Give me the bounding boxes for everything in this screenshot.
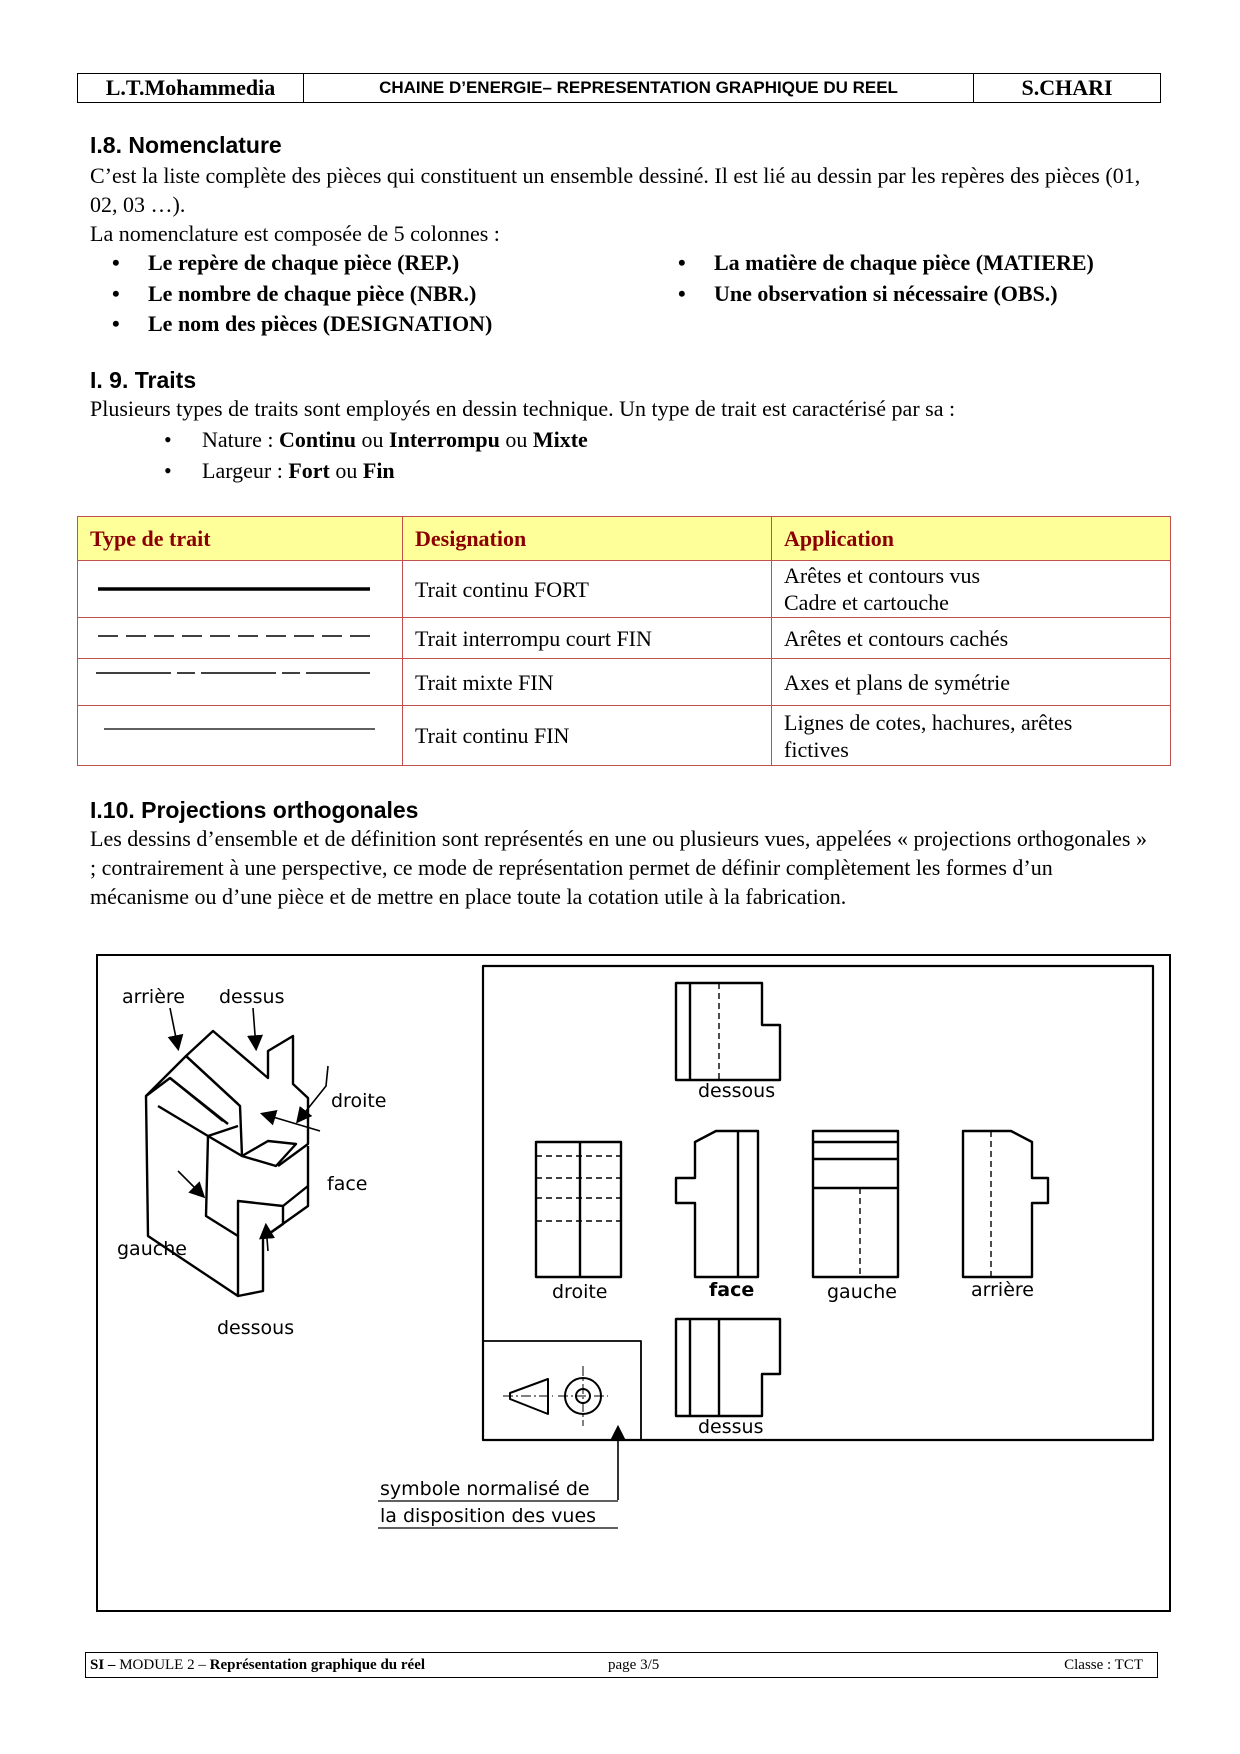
- app-line: fictives: [784, 736, 849, 762]
- table-cell: [772, 706, 1171, 766]
- list-item-largeur: [160, 456, 588, 487]
- view-label-droite: droite: [552, 1281, 608, 1303]
- view-face: [676, 1131, 758, 1277]
- table-cell: [772, 561, 1171, 618]
- app-line: Arêtes et contours vus: [784, 563, 981, 588]
- app-line: Cadre et cartouche: [784, 590, 949, 615]
- largeur-fort: Fort: [288, 457, 330, 483]
- label-face: face: [327, 1173, 368, 1195]
- nomenclature-columns-intro: La nomenclature est composée de 5 colonnes :: [90, 221, 500, 246]
- or-text: ou: [356, 427, 390, 452]
- traits-list: [160, 425, 588, 486]
- symbol-caption-line2: la disposition des vues: [380, 1505, 597, 1527]
- footer-module: [90, 1657, 425, 1674]
- dashed-line-sample: [90, 626, 390, 646]
- table-cell: Trait mixte FIN: [403, 659, 772, 706]
- header-school: L.T.Mohammedia: [78, 74, 304, 102]
- nature-interrompu: Interrompu: [389, 427, 500, 452]
- line-sample-mixte: [78, 659, 403, 706]
- table-row: [78, 706, 1171, 766]
- section-heading-projections: I.10. Projections orthogonales: [90, 797, 419, 823]
- view-label-gauche: gauche: [827, 1281, 897, 1303]
- largeur-label: Largeur :: [202, 457, 289, 483]
- nomenclature-list-left: [90, 248, 492, 340]
- list-item-nature: [160, 425, 588, 456]
- app-line: Lignes de cotes, hachures, arêtes: [784, 709, 1073, 735]
- view-label-arriere: arrière: [971, 1279, 1034, 1301]
- view-dessous: [676, 983, 780, 1080]
- label-gauche: gauche: [117, 1238, 187, 1260]
- table-row: [78, 618, 1171, 659]
- view-label-dessous: dessous: [698, 1080, 776, 1102]
- dashdot-line-sample: [90, 667, 390, 691]
- footer-module-text: MODULE 2 –: [119, 1657, 210, 1673]
- section-heading-traits: I. 9. Traits: [90, 367, 197, 393]
- nomenclature-paragraph: C’est la liste complète des pièces qui constituent un ensemble dessiné. Il est lié au dessin par les repères des pièces (01, 02, 03 …).: [90, 163, 1141, 217]
- nature-mixte: Mixte: [532, 427, 588, 452]
- col-header-type: Type de trait: [78, 517, 403, 561]
- list-item: • Le nom des pièces (DESIGNATION): [90, 309, 492, 340]
- symbol-caption-line1: symbole normalisé de: [380, 1478, 590, 1500]
- projections-figure: [96, 954, 1171, 1612]
- nature-continu: Continu: [278, 427, 357, 452]
- label-droite: droite: [331, 1090, 387, 1112]
- projections-paragraph: Les dessins d’ensemble et de définition sont représentés en une ou plusieurs vues, appelées « projections orthogonales » ; contrairement à une perspective, ce mode de représentation permet de définir complètement les formes d’un mécanisme ou d’une pièce et de mettre en place toute la cotation utile à la fabrication.: [90, 826, 1147, 909]
- label-dessous: dessous: [217, 1317, 295, 1339]
- table-cell: Trait continu FORT: [403, 561, 772, 618]
- list-item: • Le nombre de chaque pièce (NBR.): [90, 279, 492, 310]
- view-label-dessus: dessus: [698, 1416, 764, 1438]
- footer-course: Représentation graphique du réel: [209, 1657, 426, 1673]
- table-row: [78, 561, 1171, 618]
- view-arriere: [963, 1131, 1048, 1277]
- list-item: • Une observation si nécessaire (OBS.): [656, 279, 1094, 310]
- view-label-face: face: [709, 1279, 755, 1301]
- label-dessus: dessus: [219, 986, 285, 1008]
- section-heading-nomenclature: I.8. Nomenclature: [90, 132, 282, 158]
- view-dessus: [676, 1319, 780, 1416]
- table-cell: Trait interrompu court FIN: [403, 618, 772, 659]
- table-row: [78, 659, 1171, 706]
- footer-classe: Classe : TCT: [1064, 1657, 1143, 1673]
- or-text: ou: [499, 427, 533, 452]
- table-header-row: [78, 517, 1171, 561]
- line-sample-interrompu: [78, 618, 403, 659]
- largeur-fin: Fin: [362, 457, 395, 483]
- or-text: ou: [329, 457, 363, 483]
- nature-label: Nature :: [202, 427, 279, 452]
- col-header-designation: Designation: [403, 517, 772, 561]
- line-sample-continu-fin: [78, 706, 403, 766]
- thick-line-sample: [90, 577, 390, 597]
- projection-symbol: [483, 1341, 641, 1440]
- page-header: [77, 73, 1161, 103]
- table-cell: Trait continu FIN: [403, 706, 772, 766]
- header-author: S.CHARI: [1021, 75, 1113, 100]
- line-sample-continu-fort: [78, 561, 403, 618]
- view-gauche: [813, 1131, 898, 1277]
- nomenclature-list-right: [656, 248, 1094, 309]
- header-title: CHAINE D’ENERGIE– REPRESENTATION GRAPHIQUE DU REEL: [304, 74, 974, 102]
- traits-paragraph: Plusieurs types de traits sont employés en dessin technique. Un type de trait est caractérisé par sa :: [90, 396, 956, 421]
- list-item: • La matière de chaque pièce (MATIERE): [656, 248, 1094, 279]
- footer-si: SI –: [90, 1657, 120, 1673]
- label-arriere: arrière: [122, 986, 185, 1008]
- page-footer: [85, 1652, 1158, 1678]
- table-cell: Axes et plans de symétrie: [772, 659, 1171, 706]
- thin-line-sample: [90, 721, 390, 745]
- view-droite: [536, 1142, 621, 1277]
- footer-page: page 3/5: [608, 1657, 660, 1673]
- table-cell: Arêtes et contours cachés: [772, 618, 1171, 659]
- col-header-application: Application: [772, 517, 1171, 561]
- traits-table: [77, 516, 1171, 766]
- list-item: • Le repère de chaque pièce (REP.): [90, 248, 492, 279]
